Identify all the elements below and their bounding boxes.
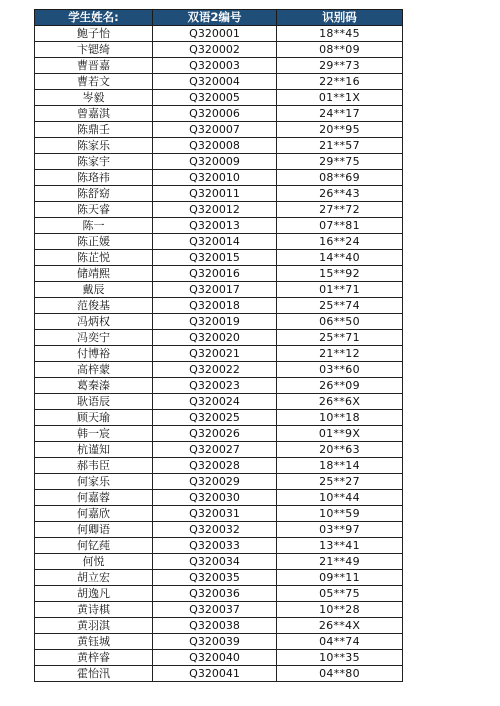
student-name-cell: 顾天瑜 (35, 410, 153, 426)
header-student-name: 学生姓名: (35, 10, 153, 26)
bilingual-id-cell: Q320010 (153, 170, 277, 186)
table-row (35, 570, 403, 586)
identification-code-cell: 21**49 (277, 554, 403, 570)
bilingual-id-cell: Q320013 (153, 218, 277, 234)
header-identification-code: 识别码 (277, 10, 403, 26)
student-name-cell: 高梓蒙 (35, 362, 153, 378)
bilingual-id-cell: Q320027 (153, 442, 277, 458)
bilingual-id-cell: Q320002 (153, 42, 277, 58)
bilingual-id-cell: Q320022 (153, 362, 277, 378)
table-row (35, 602, 403, 618)
bilingual-id-cell: Q320030 (153, 490, 277, 506)
header-row (35, 10, 403, 26)
bilingual-id-cell: Q320011 (153, 186, 277, 202)
bilingual-id-cell: Q320035 (153, 570, 277, 586)
student-name-cell: 陈家宇 (35, 154, 153, 170)
identification-code-cell: 26**6X (277, 394, 403, 410)
bilingual-id-cell: Q320014 (153, 234, 277, 250)
student-name-cell: 陈天睿 (35, 202, 153, 218)
table-row (35, 26, 403, 42)
identification-code-cell: 10**35 (277, 650, 403, 666)
identification-code-cell: 03**97 (277, 522, 403, 538)
bilingual-id-cell: Q320012 (153, 202, 277, 218)
table-row (35, 234, 403, 250)
identification-code-cell: 08**09 (277, 42, 403, 58)
student-name-cell: 耿语辰 (35, 394, 153, 410)
table-row (35, 442, 403, 458)
table-row (35, 90, 403, 106)
student-roster-table (34, 9, 403, 682)
student-name-cell: 陈舒窈 (35, 186, 153, 202)
bilingual-id-cell: Q320007 (153, 122, 277, 138)
table-row (35, 506, 403, 522)
table-row (35, 522, 403, 538)
student-name-cell: 何卿语 (35, 522, 153, 538)
identification-code-cell: 21**12 (277, 346, 403, 362)
identification-code-cell: 15**92 (277, 266, 403, 282)
table-row (35, 330, 403, 346)
table-row (35, 266, 403, 282)
student-name-cell: 曹若文 (35, 74, 153, 90)
student-name-cell: 冯奕宁 (35, 330, 153, 346)
student-name-cell: 陈正媛 (35, 234, 153, 250)
table-row (35, 42, 403, 58)
student-name-cell: 何嘉蓉 (35, 490, 153, 506)
bilingual-id-cell: Q320024 (153, 394, 277, 410)
identification-code-cell: 16**24 (277, 234, 403, 250)
identification-code-cell: 01**71 (277, 282, 403, 298)
identification-code-cell: 26**43 (277, 186, 403, 202)
table-row (35, 154, 403, 170)
bilingual-id-cell: Q320001 (153, 26, 277, 42)
identification-code-cell: 10**59 (277, 506, 403, 522)
student-name-cell: 何嘉欣 (35, 506, 153, 522)
student-name-cell: 范俊基 (35, 298, 153, 314)
bilingual-id-cell: Q320019 (153, 314, 277, 330)
bilingual-id-cell: Q320020 (153, 330, 277, 346)
table-row (35, 650, 403, 666)
bilingual-id-cell: Q320025 (153, 410, 277, 426)
table-row (35, 362, 403, 378)
identification-code-cell: 08**69 (277, 170, 403, 186)
student-name-cell: 何悦 (35, 554, 153, 570)
bilingual-id-cell: Q320005 (153, 90, 277, 106)
identification-code-cell: 05**75 (277, 586, 403, 602)
bilingual-id-cell: Q320031 (153, 506, 277, 522)
identification-code-cell: 04**74 (277, 634, 403, 650)
identification-code-cell: 07**81 (277, 218, 403, 234)
student-name-cell: 曾嘉淇 (35, 106, 153, 122)
table-row (35, 458, 403, 474)
table-row (35, 538, 403, 554)
table-row (35, 282, 403, 298)
table-row (35, 586, 403, 602)
table-body (35, 26, 403, 682)
identification-code-cell: 20**95 (277, 122, 403, 138)
student-name-cell: 何钇莼 (35, 538, 153, 554)
bilingual-id-cell: Q320026 (153, 426, 277, 442)
identification-code-cell: 13**41 (277, 538, 403, 554)
student-name-cell: 戴辰 (35, 282, 153, 298)
bilingual-id-cell: Q320037 (153, 602, 277, 618)
student-name-cell: 卞锶绮 (35, 42, 153, 58)
student-name-cell: 付博裕 (35, 346, 153, 362)
table-row (35, 634, 403, 650)
student-name-cell: 陈家乐 (35, 138, 153, 154)
identification-code-cell: 25**71 (277, 330, 403, 346)
bilingual-id-cell: Q320036 (153, 586, 277, 602)
identification-code-cell: 18**45 (277, 26, 403, 42)
header-bilingual-id: 双语2编号 (153, 10, 277, 26)
bilingual-id-cell: Q320004 (153, 74, 277, 90)
spreadsheet-page (34, 9, 402, 682)
bilingual-id-cell: Q320003 (153, 58, 277, 74)
table-row (35, 106, 403, 122)
bilingual-id-cell: Q320023 (153, 378, 277, 394)
identification-code-cell: 10**44 (277, 490, 403, 506)
table-row (35, 426, 403, 442)
identification-code-cell: 18**14 (277, 458, 403, 474)
student-name-cell: 何家乐 (35, 474, 153, 490)
table-row (35, 218, 403, 234)
bilingual-id-cell: Q320029 (153, 474, 277, 490)
student-name-cell: 储靖熙 (35, 266, 153, 282)
table-row (35, 298, 403, 314)
bilingual-id-cell: Q320015 (153, 250, 277, 266)
student-name-cell: 陈芷悦 (35, 250, 153, 266)
identification-code-cell: 24**17 (277, 106, 403, 122)
table-row (35, 314, 403, 330)
identification-code-cell: 03**60 (277, 362, 403, 378)
student-name-cell: 冯炳权 (35, 314, 153, 330)
table-row (35, 202, 403, 218)
bilingual-id-cell: Q320039 (153, 634, 277, 650)
table-row (35, 250, 403, 266)
table-row (35, 490, 403, 506)
identification-code-cell: 26**4X (277, 618, 403, 634)
identification-code-cell: 29**75 (277, 154, 403, 170)
bilingual-id-cell: Q320041 (153, 666, 277, 682)
student-name-cell: 黄梓睿 (35, 650, 153, 666)
bilingual-id-cell: Q320006 (153, 106, 277, 122)
student-name-cell: 郝韦臣 (35, 458, 153, 474)
student-name-cell: 岑毅 (35, 90, 153, 106)
identification-code-cell: 14**40 (277, 250, 403, 266)
table-row (35, 346, 403, 362)
table-row (35, 58, 403, 74)
bilingual-id-cell: Q320033 (153, 538, 277, 554)
bilingual-id-cell: Q320009 (153, 154, 277, 170)
student-name-cell: 曹晋嘉 (35, 58, 153, 74)
student-name-cell: 杭谨知 (35, 442, 153, 458)
student-name-cell: 胡立宏 (35, 570, 153, 586)
identification-code-cell: 01**1X (277, 90, 403, 106)
table-row (35, 394, 403, 410)
identification-code-cell: 22**16 (277, 74, 403, 90)
table-row (35, 618, 403, 634)
student-name-cell: 胡逸凡 (35, 586, 153, 602)
identification-code-cell: 10**18 (277, 410, 403, 426)
identification-code-cell: 21**57 (277, 138, 403, 154)
table-row (35, 666, 403, 682)
identification-code-cell: 10**28 (277, 602, 403, 618)
table-row (35, 138, 403, 154)
table-row (35, 474, 403, 490)
student-name-cell: 黄钰城 (35, 634, 153, 650)
bilingual-id-cell: Q320017 (153, 282, 277, 298)
student-name-cell: 黄诗棋 (35, 602, 153, 618)
bilingual-id-cell: Q320016 (153, 266, 277, 282)
identification-code-cell: 04**80 (277, 666, 403, 682)
identification-code-cell: 27**72 (277, 202, 403, 218)
student-name-cell: 陈一 (35, 218, 153, 234)
table-row (35, 410, 403, 426)
bilingual-id-cell: Q320008 (153, 138, 277, 154)
identification-code-cell: 25**74 (277, 298, 403, 314)
bilingual-id-cell: Q320040 (153, 650, 277, 666)
bilingual-id-cell: Q320034 (153, 554, 277, 570)
bilingual-id-cell: Q320032 (153, 522, 277, 538)
identification-code-cell: 29**73 (277, 58, 403, 74)
student-name-cell: 陈鼎壬 (35, 122, 153, 138)
identification-code-cell: 01**9X (277, 426, 403, 442)
student-name-cell: 黄羽淇 (35, 618, 153, 634)
bilingual-id-cell: Q320038 (153, 618, 277, 634)
identification-code-cell: 20**63 (277, 442, 403, 458)
identification-code-cell: 25**27 (277, 474, 403, 490)
table-row (35, 378, 403, 394)
table-row (35, 186, 403, 202)
student-name-cell: 葛秦溱 (35, 378, 153, 394)
bilingual-id-cell: Q320018 (153, 298, 277, 314)
table-row (35, 122, 403, 138)
identification-code-cell: 06**50 (277, 314, 403, 330)
identification-code-cell: 26**09 (277, 378, 403, 394)
student-name-cell: 鲍子怡 (35, 26, 153, 42)
identification-code-cell: 09**11 (277, 570, 403, 586)
table-row (35, 74, 403, 90)
student-name-cell: 陈珞祎 (35, 170, 153, 186)
bilingual-id-cell: Q320021 (153, 346, 277, 362)
student-name-cell: 霍怡汛 (35, 666, 153, 682)
table-row (35, 170, 403, 186)
bilingual-id-cell: Q320028 (153, 458, 277, 474)
student-name-cell: 韩一宸 (35, 426, 153, 442)
table-row (35, 554, 403, 570)
